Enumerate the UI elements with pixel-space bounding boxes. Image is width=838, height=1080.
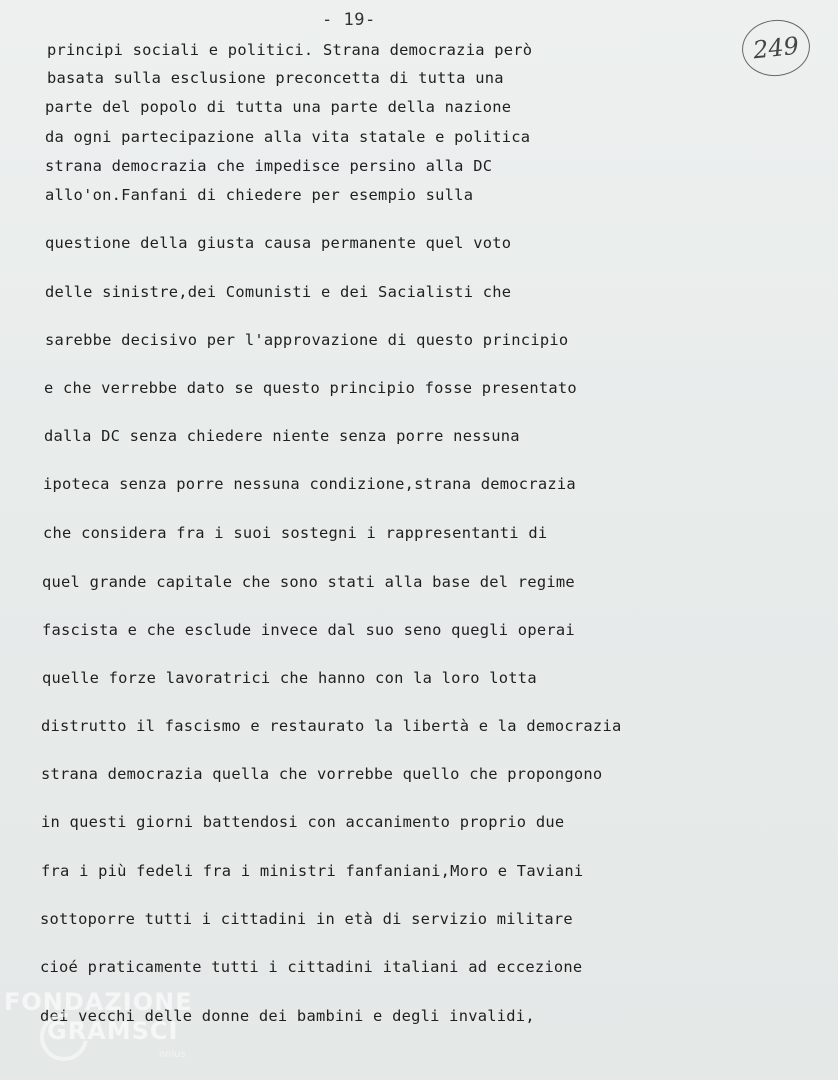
text-line-6: allo'on.Fanfani di chiedere per esempio sulla [45,186,474,204]
text-line-9: sarebbe decisivo per l'approvazione di questo principio [45,331,569,349]
text-line-13: che considera fra i suoi sostegni i rappresentanti di [43,524,548,542]
text-line-15: fascista e che esclude invece dal suo seno quegli operai [42,621,575,639]
text-line-11: dalla DC senza chiedere niente senza porre nessuna [44,427,520,445]
text-line-23: dei vecchi delle donne dei bambini e degli invalidi, [40,1007,535,1025]
archive-watermark [4,988,224,1080]
text-line-7: questione della giusta causa permanente quel voto [45,234,512,252]
text-line-4: da ogni partecipazione alla vita statale e politica [45,128,531,146]
text-line-20: fra i più fedeli fra i ministri fanfaniani,Moro e Taviani [41,862,584,880]
text-line-16: quelle forze lavoratrici che hanno con la loro lotta [42,669,537,687]
text-line-14: quel grande capitale che sono stati alla base del regime [42,573,575,591]
watermark-line-2: GRAMSCI [47,1017,179,1045]
text-line-19: in questi giorni battendosi con accanimento proprio due [41,813,565,831]
archive-number: 249 [751,31,801,65]
text-line-8: delle sinistre,dei Comunisti e dei Sacialisti che [45,283,512,301]
archive-number-stamp [739,17,812,80]
text-line-2: basata sulla esclusione preconcetta di tutta una [47,69,504,87]
watermark-line-1: FONDAZIONE [4,988,193,1016]
text-line-1: principi sociali e politici. Strana democrazia però [47,41,533,59]
text-line-17: distrutto il fascismo e restaurato la libertà e la democrazia [41,717,622,735]
page-number: - 19- [322,10,376,30]
text-line-10: e che verrebbe dato se questo principio fosse presentato [44,379,577,397]
text-line-3: parte del popolo di tutta una parte della nazione [45,98,512,116]
text-line-22: cioé praticamente tutti i cittadini italiani ad eccezione [40,958,583,976]
text-line-12: ipoteca senza porre nessuna condizione,strana democrazia [43,475,576,493]
text-line-18: strana democrazia quella che vorrebbe quello che propongono [41,765,603,783]
watermark-line-3: onlus [159,1049,186,1060]
text-line-21: sottoporre tutti i cittadini in età di servizio militare [40,910,573,928]
text-line-5: strana democrazia che impedisce persino alla DC [45,157,493,175]
